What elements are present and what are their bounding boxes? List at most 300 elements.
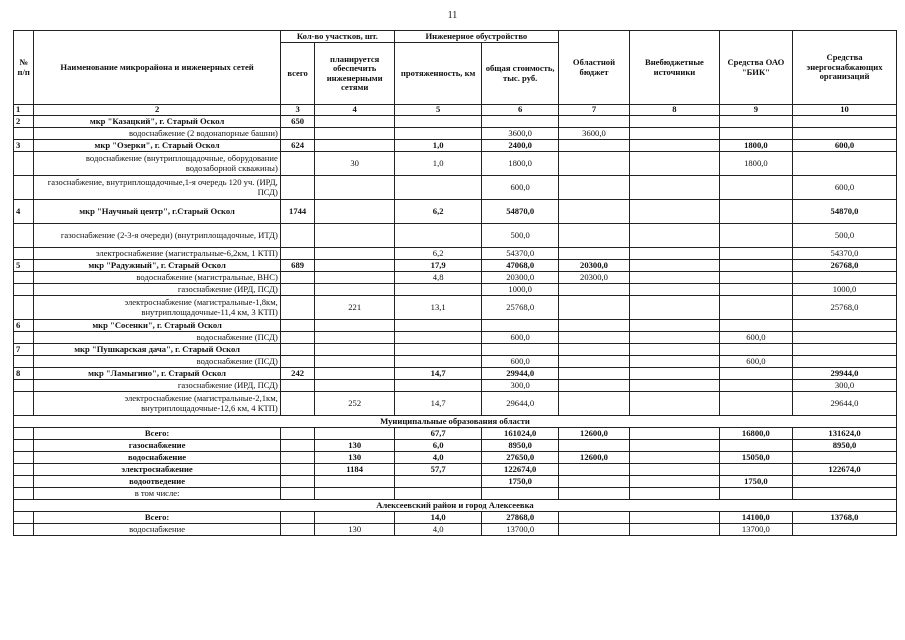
- plots-total: [280, 344, 315, 356]
- section-row: [14, 416, 897, 428]
- length: 6,2: [394, 248, 482, 260]
- cost: 13700,0: [482, 524, 558, 536]
- length: [394, 128, 482, 140]
- cost: 122674,0: [482, 464, 558, 476]
- bik-funds: [719, 224, 792, 248]
- plots-total: 650: [280, 116, 315, 128]
- plots-total: [280, 224, 315, 248]
- row-number: [14, 428, 34, 440]
- cost: 600,0: [482, 176, 558, 200]
- table-row: [14, 356, 897, 368]
- regional-budget: [558, 116, 629, 128]
- energy-funds: 131624,0: [793, 428, 897, 440]
- header-plots-group: Кол-во участков, шт.: [280, 31, 394, 43]
- cost: 54870,0: [482, 200, 558, 224]
- bik-funds: [719, 176, 792, 200]
- length: [394, 488, 482, 500]
- cost: 27868,0: [482, 512, 558, 524]
- length: 57,7: [394, 464, 482, 476]
- row-number: [14, 464, 34, 476]
- bik-funds: 14100,0: [719, 512, 792, 524]
- header-plots-planned: планируется обеспечить инженерными сетями: [315, 43, 394, 105]
- energy-funds: [793, 332, 897, 344]
- regional-budget: [558, 176, 629, 200]
- cost: 29944,0: [482, 368, 558, 380]
- regional-budget: [558, 512, 629, 524]
- plots-total: [280, 356, 315, 368]
- bik-funds: [719, 260, 792, 272]
- extra-budget: [630, 200, 720, 224]
- energy-funds: 54870,0: [793, 200, 897, 224]
- length: [394, 332, 482, 344]
- cost: 20300,0: [482, 272, 558, 284]
- extra-budget: [630, 380, 720, 392]
- row-number: [14, 224, 34, 248]
- row-name: газоснабжение (ИРД, ПСД): [34, 380, 280, 392]
- extra-budget: [630, 476, 720, 488]
- cost: [482, 488, 558, 500]
- row-name: мкр "Ламыгино", г. Старый Оскол: [34, 368, 280, 380]
- energy-funds: [793, 128, 897, 140]
- bik-funds: 16800,0: [719, 428, 792, 440]
- column-number: 3: [280, 105, 315, 116]
- plots-planned: 130: [315, 452, 394, 464]
- row-number: [14, 392, 34, 416]
- extra-budget: [630, 176, 720, 200]
- plots-planned: 1184: [315, 464, 394, 476]
- bik-funds: 13700,0: [719, 524, 792, 536]
- bik-funds: 1750,0: [719, 476, 792, 488]
- section-title: Алексеевский район и город Алексеевка: [14, 500, 897, 512]
- plots-planned: 30: [315, 152, 394, 176]
- bik-funds: 1800,0: [719, 140, 792, 152]
- plots-planned: [315, 128, 394, 140]
- plots-total: 1744: [280, 200, 315, 224]
- regional-budget: [558, 344, 629, 356]
- row-number: 8: [14, 368, 34, 380]
- plots-planned: [315, 512, 394, 524]
- length: 1,0: [394, 140, 482, 152]
- table-row: [14, 488, 897, 500]
- column-number: 5: [394, 105, 482, 116]
- regional-budget: [558, 332, 629, 344]
- bik-funds: [719, 116, 792, 128]
- energy-funds: 13768,0: [793, 512, 897, 524]
- plots-planned: 130: [315, 440, 394, 452]
- table-row: [14, 320, 897, 332]
- bik-funds: [719, 128, 792, 140]
- row-number: [14, 356, 34, 368]
- row-name: водоснабжение (внутриплощадочные, оборудование водозаборной скважины): [34, 152, 280, 176]
- plots-total: [280, 332, 315, 344]
- plots-planned: [315, 344, 394, 356]
- bik-funds: [719, 344, 792, 356]
- cost: [482, 116, 558, 128]
- row-number: [14, 380, 34, 392]
- plots-planned: [315, 488, 394, 500]
- energy-funds: [793, 272, 897, 284]
- row-name: газоснабжение, внутриплощадочные,1-я очередь 120 уч. (ИРД, ПСД): [34, 176, 280, 200]
- extra-budget: [630, 296, 720, 320]
- column-number: 7: [558, 105, 629, 116]
- table-row: [14, 464, 897, 476]
- plots-total: [280, 476, 315, 488]
- row-name: мкр "Пушкарская дача", г. Старый Оскол: [34, 344, 280, 356]
- extra-budget: [630, 248, 720, 260]
- bik-funds: [719, 248, 792, 260]
- energy-funds: 29644,0: [793, 392, 897, 416]
- table-row: [14, 428, 897, 440]
- plots-total: [280, 152, 315, 176]
- row-name: электроснабжение (магистральные-1,8км, внутриплощадочные-11,4 км, 3 КТП): [34, 296, 280, 320]
- energy-funds: [793, 488, 897, 500]
- length: [394, 476, 482, 488]
- row-name: водоотведение: [34, 476, 280, 488]
- section-title: Муниципальные образования области: [14, 416, 897, 428]
- table-row: [14, 128, 897, 140]
- table-row: [14, 248, 897, 260]
- plots-total: [280, 320, 315, 332]
- extra-budget: [630, 260, 720, 272]
- row-number: [14, 296, 34, 320]
- energy-funds: 1000,0: [793, 284, 897, 296]
- cost: 3600,0: [482, 128, 558, 140]
- length: [394, 284, 482, 296]
- column-number: 1: [14, 105, 34, 116]
- engineering-infrastructure-table: [13, 30, 897, 536]
- regional-budget: 3600,0: [558, 128, 629, 140]
- plots-planned: [315, 248, 394, 260]
- length: 6,0: [394, 440, 482, 452]
- plots-planned: [315, 332, 394, 344]
- bik-funds: [719, 380, 792, 392]
- column-number: 2: [34, 105, 280, 116]
- row-name: электроснабжение (магистральные-6,2км, 1 КТП): [34, 248, 280, 260]
- energy-funds: [793, 116, 897, 128]
- cost: 1750,0: [482, 476, 558, 488]
- cost: 27650,0: [482, 452, 558, 464]
- row-number: [14, 332, 34, 344]
- regional-budget: [558, 368, 629, 380]
- plots-planned: [315, 476, 394, 488]
- regional-budget: [558, 140, 629, 152]
- row-name: водоснабжение (2 водонапорные башни): [34, 128, 280, 140]
- row-name: Всего:: [34, 512, 280, 524]
- row-number: [14, 512, 34, 524]
- length: 14,0: [394, 512, 482, 524]
- extra-budget: [630, 116, 720, 128]
- row-name: газоснабжение (2-3-я очереди) (внутриплощадочные, ИТД): [34, 224, 280, 248]
- plots-total: [280, 452, 315, 464]
- extra-budget: [630, 224, 720, 248]
- table-row: [14, 452, 897, 464]
- plots-total: [280, 248, 315, 260]
- plots-planned: 221: [315, 296, 394, 320]
- row-number: [14, 128, 34, 140]
- extra-budget: [630, 392, 720, 416]
- extra-budget: [630, 140, 720, 152]
- energy-funds: [793, 452, 897, 464]
- extra-budget: [630, 320, 720, 332]
- column-number: 9: [719, 105, 792, 116]
- cost: 600,0: [482, 332, 558, 344]
- energy-funds: 600,0: [793, 176, 897, 200]
- regional-budget: [558, 392, 629, 416]
- row-number: 5: [14, 260, 34, 272]
- row-name: водоснабжение (магистральные, ВНС): [34, 272, 280, 284]
- regional-budget: [558, 296, 629, 320]
- energy-funds: [793, 476, 897, 488]
- extra-budget: [630, 356, 720, 368]
- header-plots-total: всего: [280, 43, 315, 105]
- plots-planned: [315, 284, 394, 296]
- table-row: [14, 224, 897, 248]
- energy-funds: [793, 344, 897, 356]
- plots-total: [280, 428, 315, 440]
- bik-funds: [719, 200, 792, 224]
- extra-budget: [630, 128, 720, 140]
- energy-funds: 29944,0: [793, 368, 897, 380]
- row-number: [14, 176, 34, 200]
- plots-total: [280, 272, 315, 284]
- table-row: [14, 440, 897, 452]
- plots-total: [280, 380, 315, 392]
- page-number: 11: [447, 10, 458, 21]
- row-number: [14, 524, 34, 536]
- regional-budget: [558, 200, 629, 224]
- energy-funds: 26768,0: [793, 260, 897, 272]
- plots-total: [280, 488, 315, 500]
- plots-total: [280, 512, 315, 524]
- regional-budget: [558, 464, 629, 476]
- extra-budget: [630, 344, 720, 356]
- plots-total: [280, 524, 315, 536]
- row-number: 6: [14, 320, 34, 332]
- column-number: 6: [482, 105, 558, 116]
- extra-budget: [630, 464, 720, 476]
- bik-funds: 1800,0: [719, 152, 792, 176]
- regional-budget: 20300,0: [558, 260, 629, 272]
- row-name: водоснабжение: [34, 452, 280, 464]
- bik-funds: 600,0: [719, 332, 792, 344]
- plots-total: [280, 296, 315, 320]
- bik-funds: [719, 488, 792, 500]
- bik-funds: [719, 272, 792, 284]
- regional-budget: 20300,0: [558, 272, 629, 284]
- extra-budget: [630, 488, 720, 500]
- extra-budget: [630, 272, 720, 284]
- plots-planned: [315, 176, 394, 200]
- plots-planned: [315, 320, 394, 332]
- plots-planned: [315, 116, 394, 128]
- row-name: водоснабжение: [34, 524, 280, 536]
- row-name: мкр "Казацкий", г. Старый Оскол: [34, 116, 280, 128]
- regional-budget: [558, 248, 629, 260]
- length: 14,7: [394, 368, 482, 380]
- plots-total: 689: [280, 260, 315, 272]
- regional-budget: [558, 152, 629, 176]
- header-engineering-group: Инженерное обустройство: [394, 31, 558, 43]
- row-name: мкр "Научный центр", г.Старый Оскол: [34, 200, 280, 224]
- extra-budget: [630, 332, 720, 344]
- table-row: [14, 284, 897, 296]
- length: 14,7: [394, 392, 482, 416]
- table-row: [14, 116, 897, 128]
- regional-budget: [558, 320, 629, 332]
- row-name: в том числе:: [34, 488, 280, 500]
- column-number: 4: [315, 105, 394, 116]
- plots-total: [280, 176, 315, 200]
- section-row: [14, 500, 897, 512]
- extra-budget: [630, 152, 720, 176]
- energy-funds: 122674,0: [793, 464, 897, 476]
- cost: [482, 320, 558, 332]
- row-name: газоснабжение: [34, 440, 280, 452]
- extra-budget: [630, 428, 720, 440]
- extra-budget: [630, 512, 720, 524]
- cost: 500,0: [482, 224, 558, 248]
- cost: 54370,0: [482, 248, 558, 260]
- table-row: [14, 380, 897, 392]
- energy-funds: [793, 524, 897, 536]
- row-number: [14, 488, 34, 500]
- energy-funds: 500,0: [793, 224, 897, 248]
- table-row: [14, 176, 897, 200]
- regional-budget: 12600,0: [558, 452, 629, 464]
- row-name: мкр "Озерки", г. Старый Оскол: [34, 140, 280, 152]
- header-name: Наименование микрорайона и инженерных сетей: [34, 31, 280, 105]
- header-energy-funds: Средства энергоснабжающих организаций: [793, 31, 897, 105]
- plots-planned: [315, 356, 394, 368]
- length: 13,1: [394, 296, 482, 320]
- regional-budget: [558, 224, 629, 248]
- plots-planned: [315, 260, 394, 272]
- plots-planned: [315, 380, 394, 392]
- table-row: [14, 344, 897, 356]
- bik-funds: 15050,0: [719, 452, 792, 464]
- bik-funds: [719, 284, 792, 296]
- header-num: № п/п: [14, 31, 34, 105]
- cost: 29644,0: [482, 392, 558, 416]
- row-name: водоснабжение (ПСД): [34, 332, 280, 344]
- plots-total: [280, 464, 315, 476]
- length: [394, 380, 482, 392]
- length: 17,9: [394, 260, 482, 272]
- row-number: [14, 272, 34, 284]
- bik-funds: [719, 440, 792, 452]
- regional-budget: [558, 284, 629, 296]
- table-row: [14, 296, 897, 320]
- energy-funds: [793, 356, 897, 368]
- energy-funds: 300,0: [793, 380, 897, 392]
- plots-total: 624: [280, 140, 315, 152]
- length: [394, 320, 482, 332]
- row-number: 2: [14, 116, 34, 128]
- energy-funds: 600,0: [793, 140, 897, 152]
- table-row: [14, 260, 897, 272]
- length: 6,2: [394, 200, 482, 224]
- table-row: [14, 392, 897, 416]
- row-name: электроснабжение: [34, 464, 280, 476]
- plots-planned: [315, 272, 394, 284]
- plots-planned: [315, 224, 394, 248]
- bik-funds: [719, 368, 792, 380]
- energy-funds: [793, 320, 897, 332]
- table-row: [14, 272, 897, 284]
- bik-funds: [719, 392, 792, 416]
- plots-planned: 130: [315, 524, 394, 536]
- cost: 1800,0: [482, 152, 558, 176]
- header-regional-budget: Областной бюджет: [558, 31, 629, 105]
- bik-funds: [719, 296, 792, 320]
- row-number: [14, 152, 34, 176]
- row-name: мкр "Радужный", г. Старый Оскол: [34, 260, 280, 272]
- length: 1,0: [394, 152, 482, 176]
- bik-funds: 600,0: [719, 356, 792, 368]
- header-extra-budget: Внебюджетные источники: [630, 31, 720, 105]
- row-number: [14, 476, 34, 488]
- table-row: [14, 200, 897, 224]
- extra-budget: [630, 284, 720, 296]
- cost: 25768,0: [482, 296, 558, 320]
- row-name: электроснабжение (магистральные-2,1км, внутриплощадочные-12,6 км, 4 КТП): [34, 392, 280, 416]
- cost: 161024,0: [482, 428, 558, 440]
- table-row: [14, 368, 897, 380]
- cost: 8950,0: [482, 440, 558, 452]
- plots-planned: [315, 428, 394, 440]
- cost: 47068,0: [482, 260, 558, 272]
- cost: 600,0: [482, 356, 558, 368]
- table-row: [14, 152, 897, 176]
- table-row: [14, 140, 897, 152]
- row-number: [14, 440, 34, 452]
- row-number: 7: [14, 344, 34, 356]
- extra-budget: [630, 440, 720, 452]
- regional-budget: [558, 380, 629, 392]
- row-number: 4: [14, 200, 34, 224]
- extra-budget: [630, 452, 720, 464]
- table-row: [14, 512, 897, 524]
- cost: 1000,0: [482, 284, 558, 296]
- plots-total: [280, 128, 315, 140]
- length: 4,0: [394, 452, 482, 464]
- row-number: [14, 248, 34, 260]
- plots-total: [280, 392, 315, 416]
- length: 67,7: [394, 428, 482, 440]
- plots-planned: 252: [315, 392, 394, 416]
- cost: 2400,0: [482, 140, 558, 152]
- regional-budget: 12600,0: [558, 428, 629, 440]
- length: [394, 176, 482, 200]
- bik-funds: [719, 320, 792, 332]
- bik-funds: [719, 464, 792, 476]
- row-number: 3: [14, 140, 34, 152]
- plots-total: 242: [280, 368, 315, 380]
- extra-budget: [630, 524, 720, 536]
- regional-budget: [558, 356, 629, 368]
- energy-funds: 25768,0: [793, 296, 897, 320]
- length: [394, 224, 482, 248]
- row-name: Всего:: [34, 428, 280, 440]
- table-row: [14, 332, 897, 344]
- plots-planned: [315, 368, 394, 380]
- table-row: [14, 524, 897, 536]
- table-row: [14, 476, 897, 488]
- extra-budget: [630, 368, 720, 380]
- row-name: водоснабжение (ПСД): [34, 356, 280, 368]
- header-cost: общая стоимость, тыс. руб.: [482, 43, 558, 105]
- energy-funds: 8950,0: [793, 440, 897, 452]
